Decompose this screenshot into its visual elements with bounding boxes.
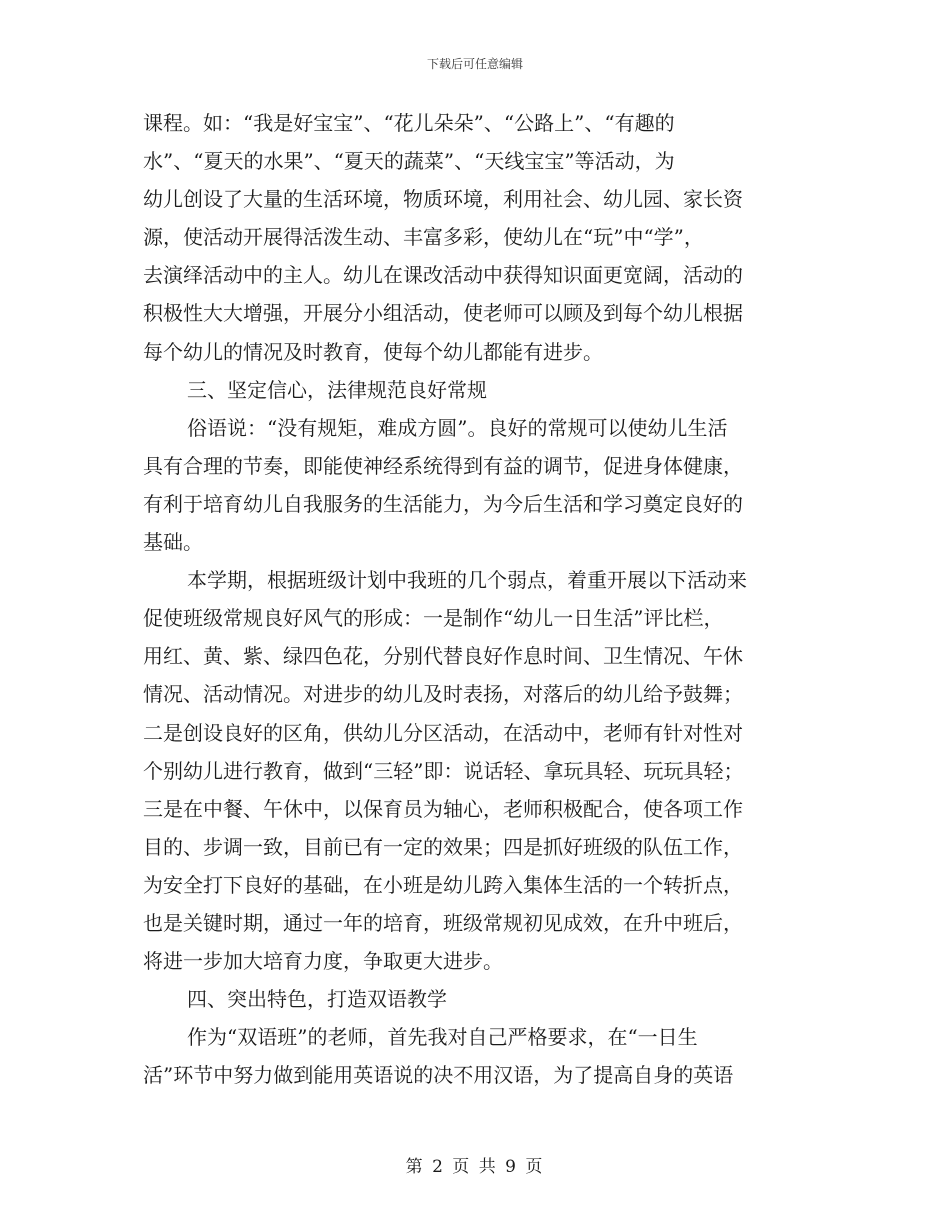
- text-line: 情况、活动情况。对进步的幼儿及时表扬，对落后的幼儿给予鼓舞；: [143, 682, 743, 707]
- text-line: 三、坚定信心，法律规范良好常规: [187, 377, 487, 402]
- text-line: 水”、“夏天的水果”、“夏天的蔬菜”、“天线宝宝”等活动，为: [143, 149, 675, 174]
- text-line: 源，使活动开展得活泼生动、丰富多彩，使幼儿在“玩”中“学”，: [143, 225, 704, 250]
- text-line: 四、突出特色，打造双语教学: [187, 987, 447, 1012]
- text-line: 本学期，根据班级计划中我班的几个弱点，着重开展以下活动来: [187, 568, 747, 593]
- text-line: 具有合理的节奏，即能使神经系统得到有益的调节，促进身体健康，: [143, 453, 743, 478]
- text-line: 积极性大大增强，开展分小组活动，使老师可以顾及到每个幼儿根据: [143, 301, 743, 326]
- text-line: 每个幼儿的情况及时教育，使每个幼儿都能有进步。: [143, 339, 603, 364]
- text-line: 为安全打下良好的基础，在小班是幼儿跨入集体生活的一个转折点，: [143, 872, 743, 897]
- text-line: 二是创设良好的区角，供幼儿分区活动，在活动中，老师有针对性对: [143, 720, 743, 745]
- text-line: 活”环节中努力做到能用英语说的决不用汉语，为了提高自身的英语: [143, 1063, 734, 1088]
- header-note: 下载后可任意编辑: [426, 57, 523, 71]
- text-line: 将进一步加大培育力度，争取更大进步。: [143, 949, 503, 974]
- text-line: 用红、黄、紫、绿四色花，分别代替良好作息时间、卫生情况、午休: [143, 644, 743, 669]
- text-line: 课程。如：“我是好宝宝”、“花儿朵朵”、“公路上”、“有趣的: [143, 111, 675, 135]
- page-number-footer: 第 2 页 共 9 页: [405, 1157, 545, 1177]
- text-line: 促使班级常规良好风气的形成：一是制作“幼儿一日生活”评比栏，: [143, 606, 724, 631]
- text-line: 去演绎活动中的主人。幼儿在课改活动中获得知识面更宽阔，活动的: [143, 263, 743, 288]
- text-line: 有利于培育幼儿自我服务的生活能力，为今后生活和学习奠定良好的: [143, 491, 743, 516]
- text-line: 个别幼儿进行教育，做到“三轻”即：说话轻、拿玩具轻、玩玩具轻；: [143, 758, 744, 783]
- text-line: 作为“双语班”的老师，首先我对自己严格要求，在“一日生: [187, 1025, 698, 1050]
- text-line: 也是关键时期，通过一年的培育，班级常规初见成效，在升中班后，: [143, 910, 743, 935]
- text-line: 俗语说：“没有规矩，难成方圆”。良好的常规可以使幼儿生活: [187, 415, 728, 440]
- text-line: 三是在中餐、午休中，以保育员为轴心，老师积极配合，使各项工作: [143, 796, 743, 821]
- text-line: 目的、步调一致，目前已有一定的效果；四是抓好班级的队伍工作，: [143, 834, 743, 859]
- document-body: [143, 104, 803, 1094]
- text-line: 幼儿创设了大量的生活环境，物质环境，利用社会、幼儿园、家长资: [143, 187, 743, 212]
- text-line: 基础。: [143, 530, 203, 555]
